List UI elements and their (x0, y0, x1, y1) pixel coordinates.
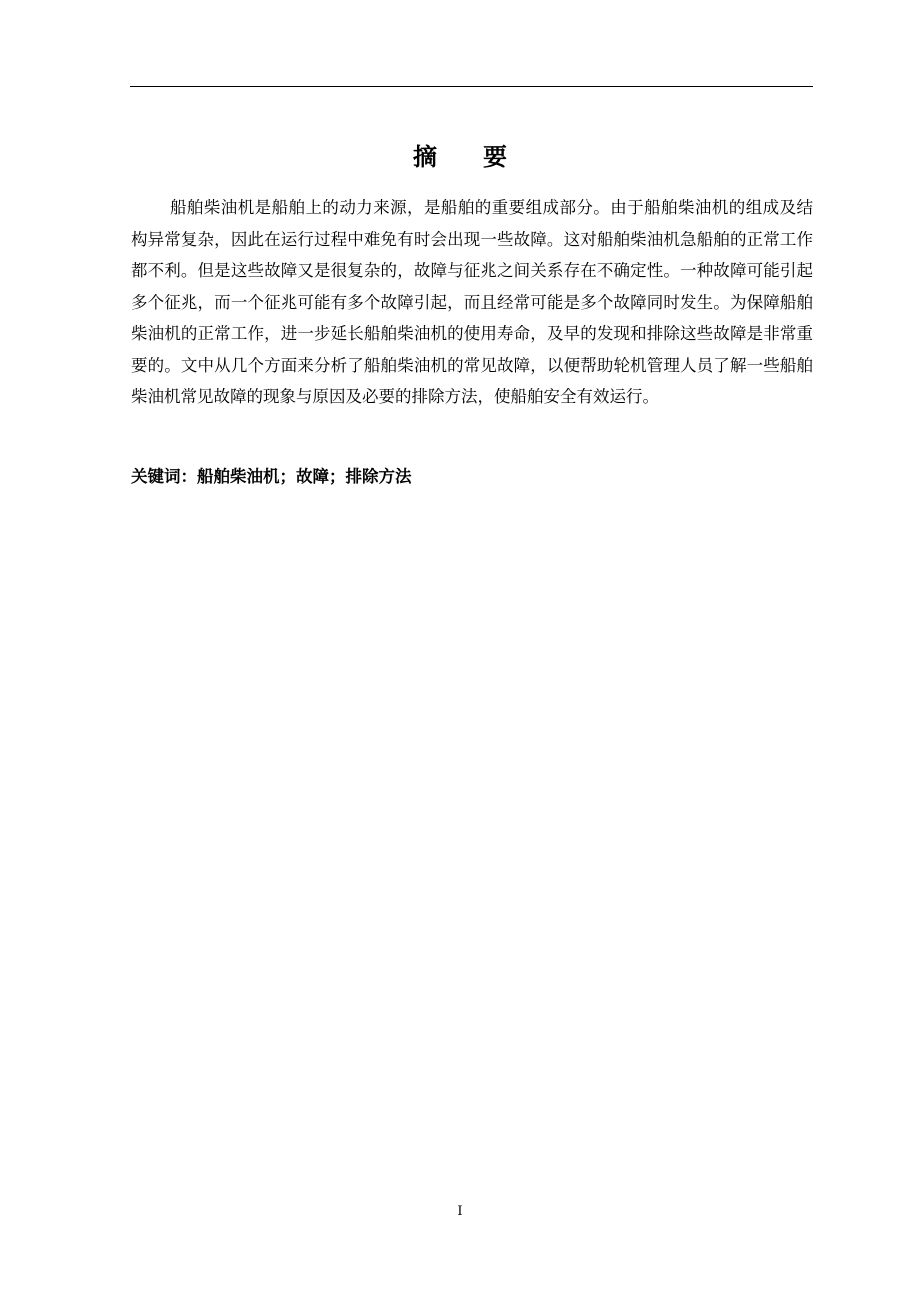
page-number: I (457, 1204, 463, 1219)
header-rule (130, 86, 813, 87)
keywords-line: 关键词：船舶柴油机；故障；排除方法 (131, 467, 412, 486)
abstract-paragraph: 船舶柴油机是船舶上的动力来源，是船舶的重要组成部分。由于船舶柴油机的组成及结构异常复杂，因此在运行过程中难免有时会出现一些故障。这对船舶柴油机急船舶的正常工作都不利。但是这些故障又是很复杂的，故障与征兆之间关系存在不确定性。一种故障可能引起多个征兆，而一个征兆可能有多个故障引起，而且经常可能是多个故障同时发生。为保障船舶柴油机的正常工作，进一步延长船舶柴油机的使用寿命，及早的发现和排除这些故障是非常重要的。文中从几个方面来分析了船舶柴油机的常见故障，以便帮助轮机管理人员了解一些船舶柴油机常见故障的现象与原因及必要的排除方法，使船舶安全有效运行。 (131, 198, 813, 406)
page-title: 摘要 (413, 143, 553, 171)
